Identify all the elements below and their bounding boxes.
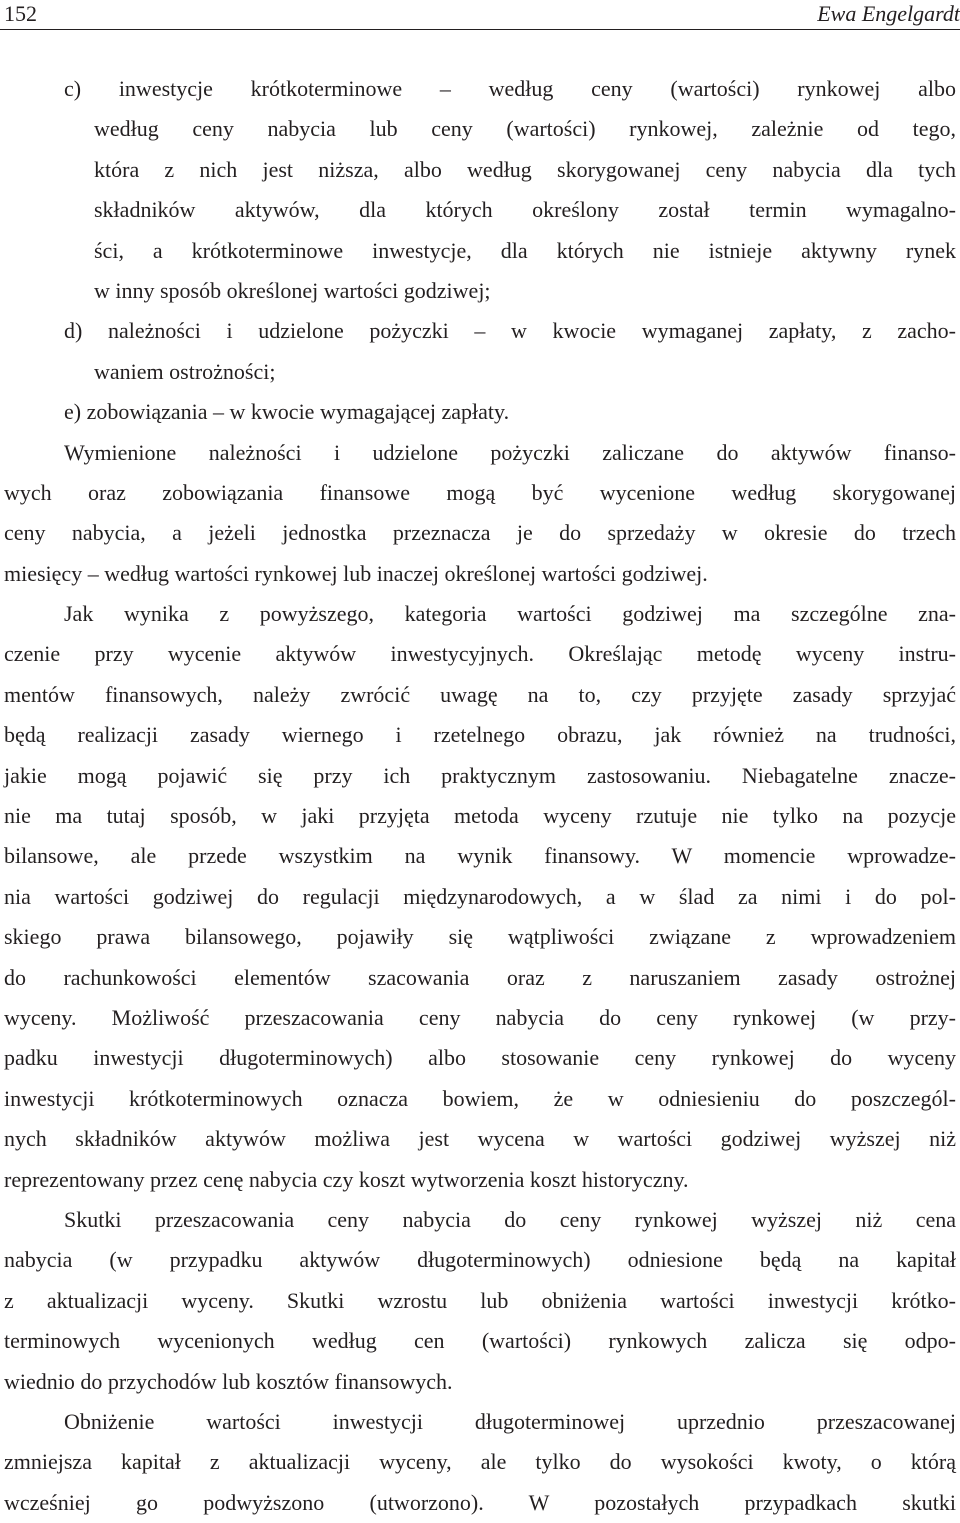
text-line: terminowych wycenionych według cen (wartości) rynkowych zalicza się odpo-: [4, 1328, 956, 1354]
text-line: Jak wynika z powyższego, kategoria wartości godziwej ma szczególne zna-: [64, 601, 956, 627]
page-number: 152: [4, 1, 37, 26]
text-line: mentów finansowych, należy zwrócić uwagę na to, czy przyjęte zasady sprzyjać: [4, 681, 956, 707]
text-line: Obniżenie wartości inwestycji długoterminowej uprzednio przeszacowanej: [64, 1408, 956, 1434]
text-line: wych oraz zobowiązania finansowe mogą być wycenione według skorygowanej: [4, 479, 956, 505]
text-line: c) inwestycje krótkoterminowe – według ceny (wartości) rynkowej albo: [64, 76, 956, 101]
text-line: czenie przy wycenie aktywów inwestycyjnych. Określając metodę wyceny instru-: [4, 641, 956, 667]
running-head-author: Ewa Engelgardt: [817, 1, 960, 26]
text-line: z aktualizacji wyceny. Skutki wzrostu lub obniżenia wartości inwestycji krótko-: [4, 1287, 956, 1313]
text-line: ceny nabycia, a jeżeli jednostka przeznacza je do sprzedaży w okresie do trzech: [4, 520, 956, 546]
body-text: [4, 69, 956, 1523]
text-line: składników aktywów, dla których określony został termin wymagalno-: [94, 197, 956, 223]
text-line: skiego prawa bilansowego, pojawiły się wątpliwości związane z wprowadzeniem: [4, 924, 956, 950]
text-line: inwestycji krótkoterminowych oznacza bowiem, że w odniesieniu do poszczegól-: [4, 1085, 956, 1111]
text-line: bilansowe, ale przede wszystkim na wynik finansowy. W momencie wprowadze-: [4, 843, 956, 869]
text-line: nia wartości godziwej do regulacji międzynarodowych, a w ślad za nimi i do pol-: [4, 883, 956, 909]
text-line: d) należności i udzielone pożyczki – w kwocie wymaganej zapłaty, z zacho-: [64, 318, 956, 344]
text-line: nych składników aktywów możliwa jest wycena w wartości godziwej wyższej niż: [4, 1126, 956, 1152]
text-line: waniem ostrożności;: [94, 358, 276, 384]
text-line: e) zobowiązania – w kwocie wymagającej zapłaty.: [64, 399, 510, 425]
text-line: jakie mogą pojawić się przy ich praktycznym zastosowaniu. Niebagatelne znacze-: [4, 762, 956, 788]
page-header: [0, 0, 960, 30]
text-line: wyceny. Możliwość przeszacowania ceny nabycia do ceny rynkowej (w przy-: [4, 1004, 956, 1030]
text-line: Skutki przeszacowania ceny nabycia do ceny rynkowej wyższej niż cena: [64, 1206, 956, 1232]
text-line: w inny sposób określonej wartości godziwej;: [94, 277, 491, 303]
text-line: będą realizacji zasady wiernego i rzetelnego obrazu, jak również na trudności,: [4, 722, 956, 748]
text-line: która z nich jest niższa, albo według skorygowanej ceny nabycia dla tych: [94, 156, 956, 182]
text-line: wcześniej go podwyższono (utworzono). W pozostałych przypadkach skutki: [4, 1489, 956, 1515]
text-line: nabycia (w przypadku aktywów długoterminowych) odniesione będą na kapitał: [4, 1247, 956, 1273]
text-line: reprezentowany przez cenę nabycia czy koszt wytworzenia koszt historyczny.: [4, 1166, 689, 1192]
text-line: do rachunkowości elementów szacowania oraz z naruszaniem zasady ostrożnej: [4, 964, 956, 990]
text-line: miesięcy – według wartości rynkowej lub inaczej określonej wartości godziwej.: [4, 560, 708, 586]
text-line: Wymienione należności i udzielone pożyczki zaliczane do aktywów finanso-: [64, 439, 956, 465]
text-line: zmniejsza kapitał z aktualizacji wyceny, ale tylko do wysokości kwoty, o którą: [4, 1449, 956, 1475]
text-line: ści, a krótkoterminowe inwestycje, dla których nie istnieje aktywny rynek: [94, 237, 956, 263]
text-line: padku inwestycji długoterminowych) albo stosowanie ceny rynkowej do wyceny: [4, 1045, 956, 1071]
text-line: nie ma tutaj sposób, w jaki przyjęta metoda wyceny rzutuje nie tylko na pozycje: [4, 803, 956, 829]
text-line: wiednio do przychodów lub kosztów finansowych.: [4, 1368, 453, 1394]
text-line: według ceny nabycia lub ceny (wartości) rynkowej, zależnie od tego,: [94, 116, 956, 142]
